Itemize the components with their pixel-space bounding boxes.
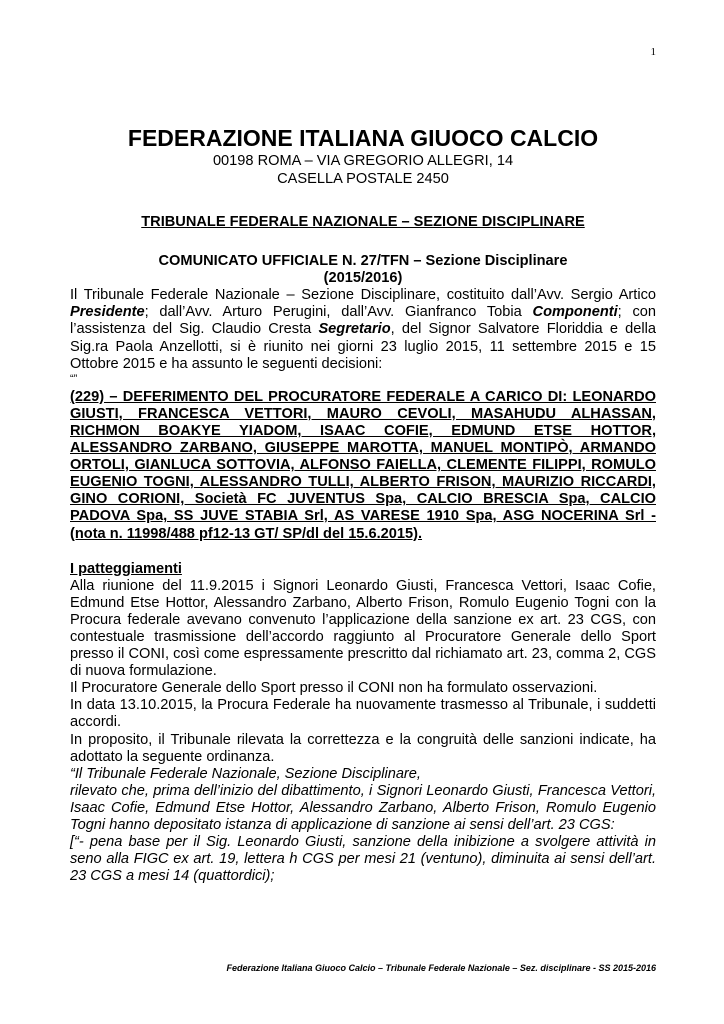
- section-title: I patteggiamenti: [70, 560, 182, 577]
- page-number: 1: [650, 46, 656, 58]
- ordinance-paragraph: [“- pena base per il Sig. Leonardo Giusti, sanzione della inibizione a svolgere attività in seno alla FIGC ex art. 19, lettera h CGS per mesi 21 (ventuno), diminuita ai sensi dell’art. 23 CGS a mesi 14 (quattordici);: [70, 834, 656, 885]
- communique-season: (2015/2016): [323, 270, 403, 287]
- section-paragraph: In proposito, il Tribunale rilevata la correttezza e la congruità delle sanzioni indicate, ha adottato la seguente ordinanza.: [70, 731, 656, 765]
- intro-paragraph: [70, 287, 656, 372]
- communique-title: COMUNICATO UFFICIALE N. 27/TFN – Sezione Disciplinare: [158, 253, 568, 270]
- federation-address: 00198 ROMA – VIA GREGORIO ALLEGRI, 14: [212, 153, 514, 169]
- intro-text-4: , del Signor Salvatore Floriddia e della Sig.ra Paola Anzellotti, si è riunito nei giorni 23 luglio 2015, 11 settembre 2015 e 15 Ottobre 2015 e ha assunto le seguenti decisioni:: [70, 321, 656, 372]
- ordinance-paragraph: rilevato che, prima dell’inizio del dibattimento, i Signori Leonardo Giusti, Francesca Vettori, Isaac Cofie, Edmund Etse Hottor, Alessandro Zarbano, Alberto Frison, Romulo Eugenio Togni hanno depositato istanza di applicazione di sanzione ai sensi dell’art. 23 CGS:: [70, 782, 656, 833]
- page-footer: Federazione Italiana Giuoco Calcio – Tribunale Federale Nazionale – Sez. disciplinare - SS 2015-2016: [226, 963, 656, 973]
- president-role: Presidente: [70, 304, 145, 321]
- federation-po-box: CASELLA POSTALE 2450: [277, 171, 449, 187]
- intro-text-2: ; dall’Avv. Arturo Perugini, dall’Avv. Gianfranco Tobia: [144, 304, 533, 321]
- quote-mark: “”: [70, 372, 78, 385]
- deferment-heading: (229) – DEFERIMENTO DEL PROCURATORE FEDERALE A CARICO DI: LEONARDO GIUSTI, FRANCESCA VETTORI, MAURO CEVOLI, MASAHUDU ALHASSAN, RICHMON BOAKYE YIADOM, ISAAC COFIE, EDMUND ETSE HOTTOR, ALESSANDRO ZARBANO, GIUSEPPE MAROTTA, MANUEL MONTIPÒ, ARMANDO ORTOLI, GIANLUCA SOTTOVIA, ALFONSO FAIELLA, CLEMENTE FILIPPI, ROMULO EUGENIO TOGNI, ALESSANDRO TULLI, ALBERTO FRISON, MAURIZIO RICCARDI, GINO CORIONI, Società FC JUVENTUS Spa, CALCIO BRESCIA Spa, CALCIO PADOVA Spa, SS JUVE STABIA Srl, AS VARESE 1910 Spa, ASG NOCERINA Srl - (nota n. 11998/488 pf12-13 GT/ SP/dl del 15.6.2015).: [70, 388, 656, 542]
- members-role: Componenti: [532, 304, 618, 321]
- document-body: [70, 124, 656, 885]
- federation-title: FEDERAZIONE ITALIANA GIUOCO CALCIO: [127, 125, 599, 151]
- section-paragraph: In data 13.10.2015, la Procura Federale ha nuovamente trasmesso al Tribunale, i suddetti accordi.: [70, 697, 656, 731]
- section-paragraph: Alla riunione del 11.9.2015 i Signori Leonardo Giusti, Francesca Vettori, Isaac Cofie, Edmund Etse Hottor, Alessandro Zarbano, Alberto Frison, Romulo Eugenio Togni con la Procura federale avevano convenuto l’applicazione della sanzione ex art. 23 CGS, con contestuale trasmissione dell’accordo raggiunto al Procuratore Generale dello Sport presso il CONI, così come espressamente prescritto dal richiamato art. 23, comma 2, CGS di nuova formulazione.: [70, 577, 656, 680]
- ordinance-paragraph: “Il Tribunale Federale Nazionale, Sezione Disciplinare,: [70, 765, 421, 782]
- section-paragraph: Il Procuratore Generale dello Sport presso il CONI non ha formulato osservazioni.: [70, 680, 598, 697]
- secretary-role: Segretario: [318, 321, 391, 338]
- intro-text-3: ; con l’assistenza del Sig. Claudio Cresta: [70, 304, 656, 338]
- tribunal-heading: TRIBUNALE FEDERALE NAZIONALE – SEZIONE DISCIPLINARE: [141, 214, 585, 230]
- intro-text-1: Il Tribunale Federale Nazionale – Sezione Disciplinare, costituito dall’Avv. Sergio Artico: [70, 287, 656, 304]
